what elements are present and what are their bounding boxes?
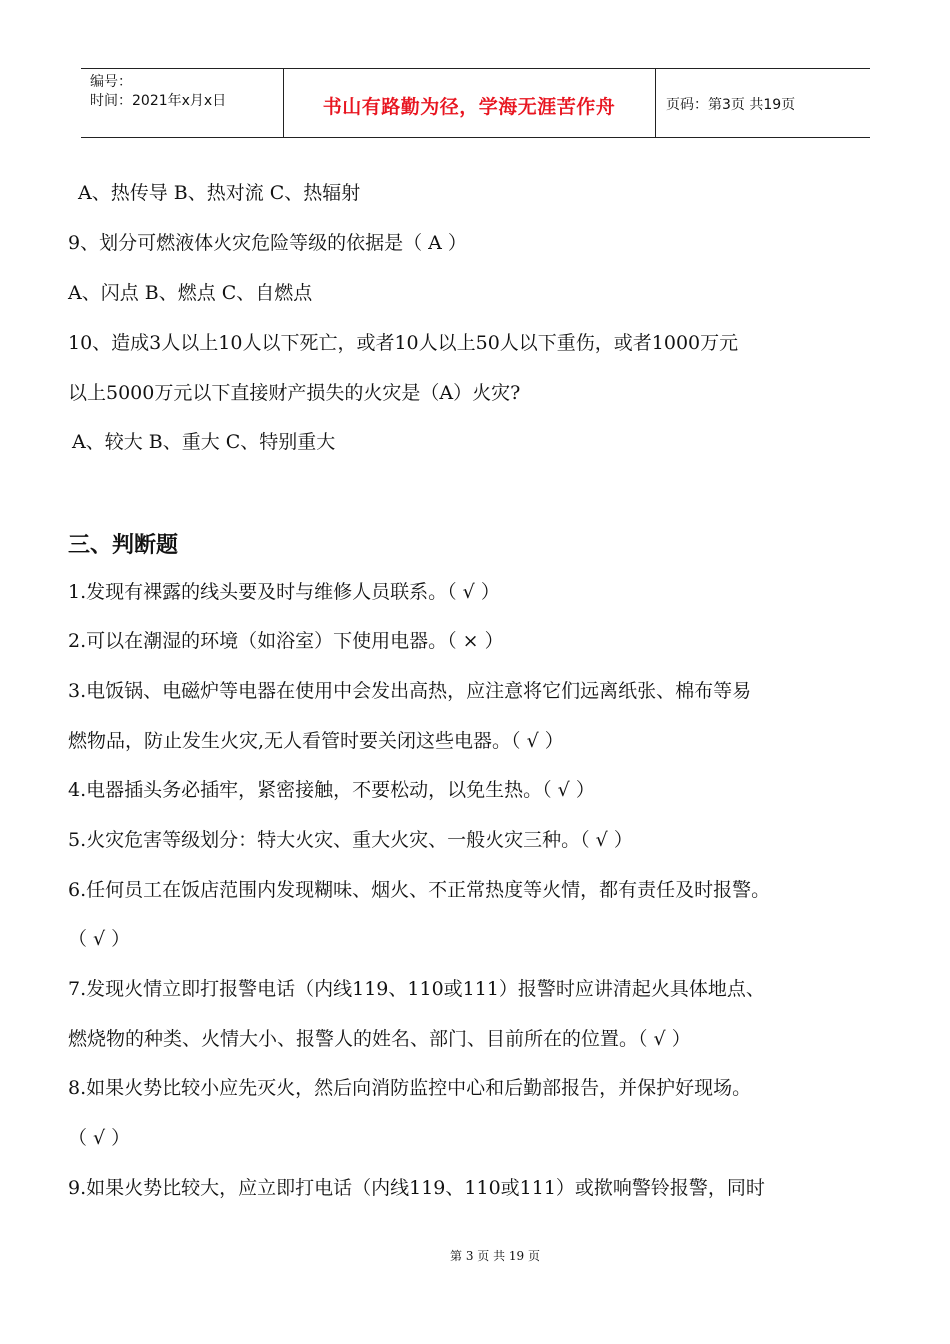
judgment-5: 5.火灾危害等级划分：特大火灾、重大火灾、一般火灾三种。（ √ ）	[68, 829, 633, 851]
question-9-options: A、闪点 B、燃点 C、自燃点	[68, 282, 313, 304]
page-footer	[0, 1247, 950, 1264]
judgment-8-line-1: 8.如果火势比较小应先灭火，然后向消防监控中心和后勤部报告，并保护好现场。	[68, 1077, 752, 1099]
judgment-4: 4.电器插头务必插牢，紧密接触，不要松动，以免生热。（ √ ）	[68, 779, 595, 801]
judgment-1: 1.发现有裸露的线头要及时与维修人员联系。（ √ ）	[68, 581, 500, 603]
question-10-line-1: 10、造成3人以上10人以下死亡，或者10人以上50人以下重伤，或者1000万元	[68, 332, 739, 354]
header-info	[90, 73, 226, 111]
document-date-label: 时间：2021年x月x日	[90, 93, 227, 109]
footer-page-number: 第 3 页 共 19 页	[450, 1249, 540, 1263]
judgment-3-line-1: 3.电饭锅、电磁炉等电器在使用中会发出高热，应注意将它们远离纸张、棉布等易	[68, 680, 752, 702]
judgment-8-line-2: （ √ ）	[68, 1127, 131, 1149]
judgment-6-line-1: 6.任何员工在饭店范围内发现糊味、烟火、不正常热度等火情，都有责任及时报警。	[68, 879, 771, 901]
section-3-title: 三、判断题	[68, 533, 179, 558]
question-8-options: A、热传导 B、热对流 C、热辐射	[78, 182, 361, 204]
page-header	[81, 68, 870, 138]
question-10-options: A、较大 B、重大 C、特别重大	[72, 431, 336, 453]
document-number-label: 编号：	[90, 74, 132, 90]
question-9: 9、划分可燃液体火灾危险等级的依据是（ A ）	[68, 232, 467, 254]
judgment-2: 2.可以在潮湿的环境（如浴室）下使用电器。（ × ）	[68, 630, 504, 652]
judgment-3-line-2: 燃物品，防止发生火灾,无人看管时要关闭这些电器。（ √ ）	[68, 730, 564, 752]
judgment-7-line-2: 燃烧物的种类、火情大小、报警人的姓名、部门、目前所在的位置。（ √ ）	[68, 1028, 691, 1050]
judgment-6-line-2: （ √ ）	[68, 928, 131, 950]
header-divider	[655, 69, 656, 137]
judgment-7-line-1: 7.发现火情立即打报警电话（内线119、110或111）报警时应讲清起火具体地点、	[68, 978, 765, 1000]
question-10-line-2: 以上5000万元以下直接财产损失的火灾是（A）火灾?	[68, 382, 521, 404]
header-page-info: 页码：第3页 共19页	[666, 97, 796, 113]
judgment-9-line-1: 9.如果火势比较大，应立即打电话（内线119、110或111）或揿响警铃报警，同时	[68, 1177, 765, 1199]
header-motto: 书山有路勤为径，学海无涯苦作舟	[322, 96, 616, 118]
